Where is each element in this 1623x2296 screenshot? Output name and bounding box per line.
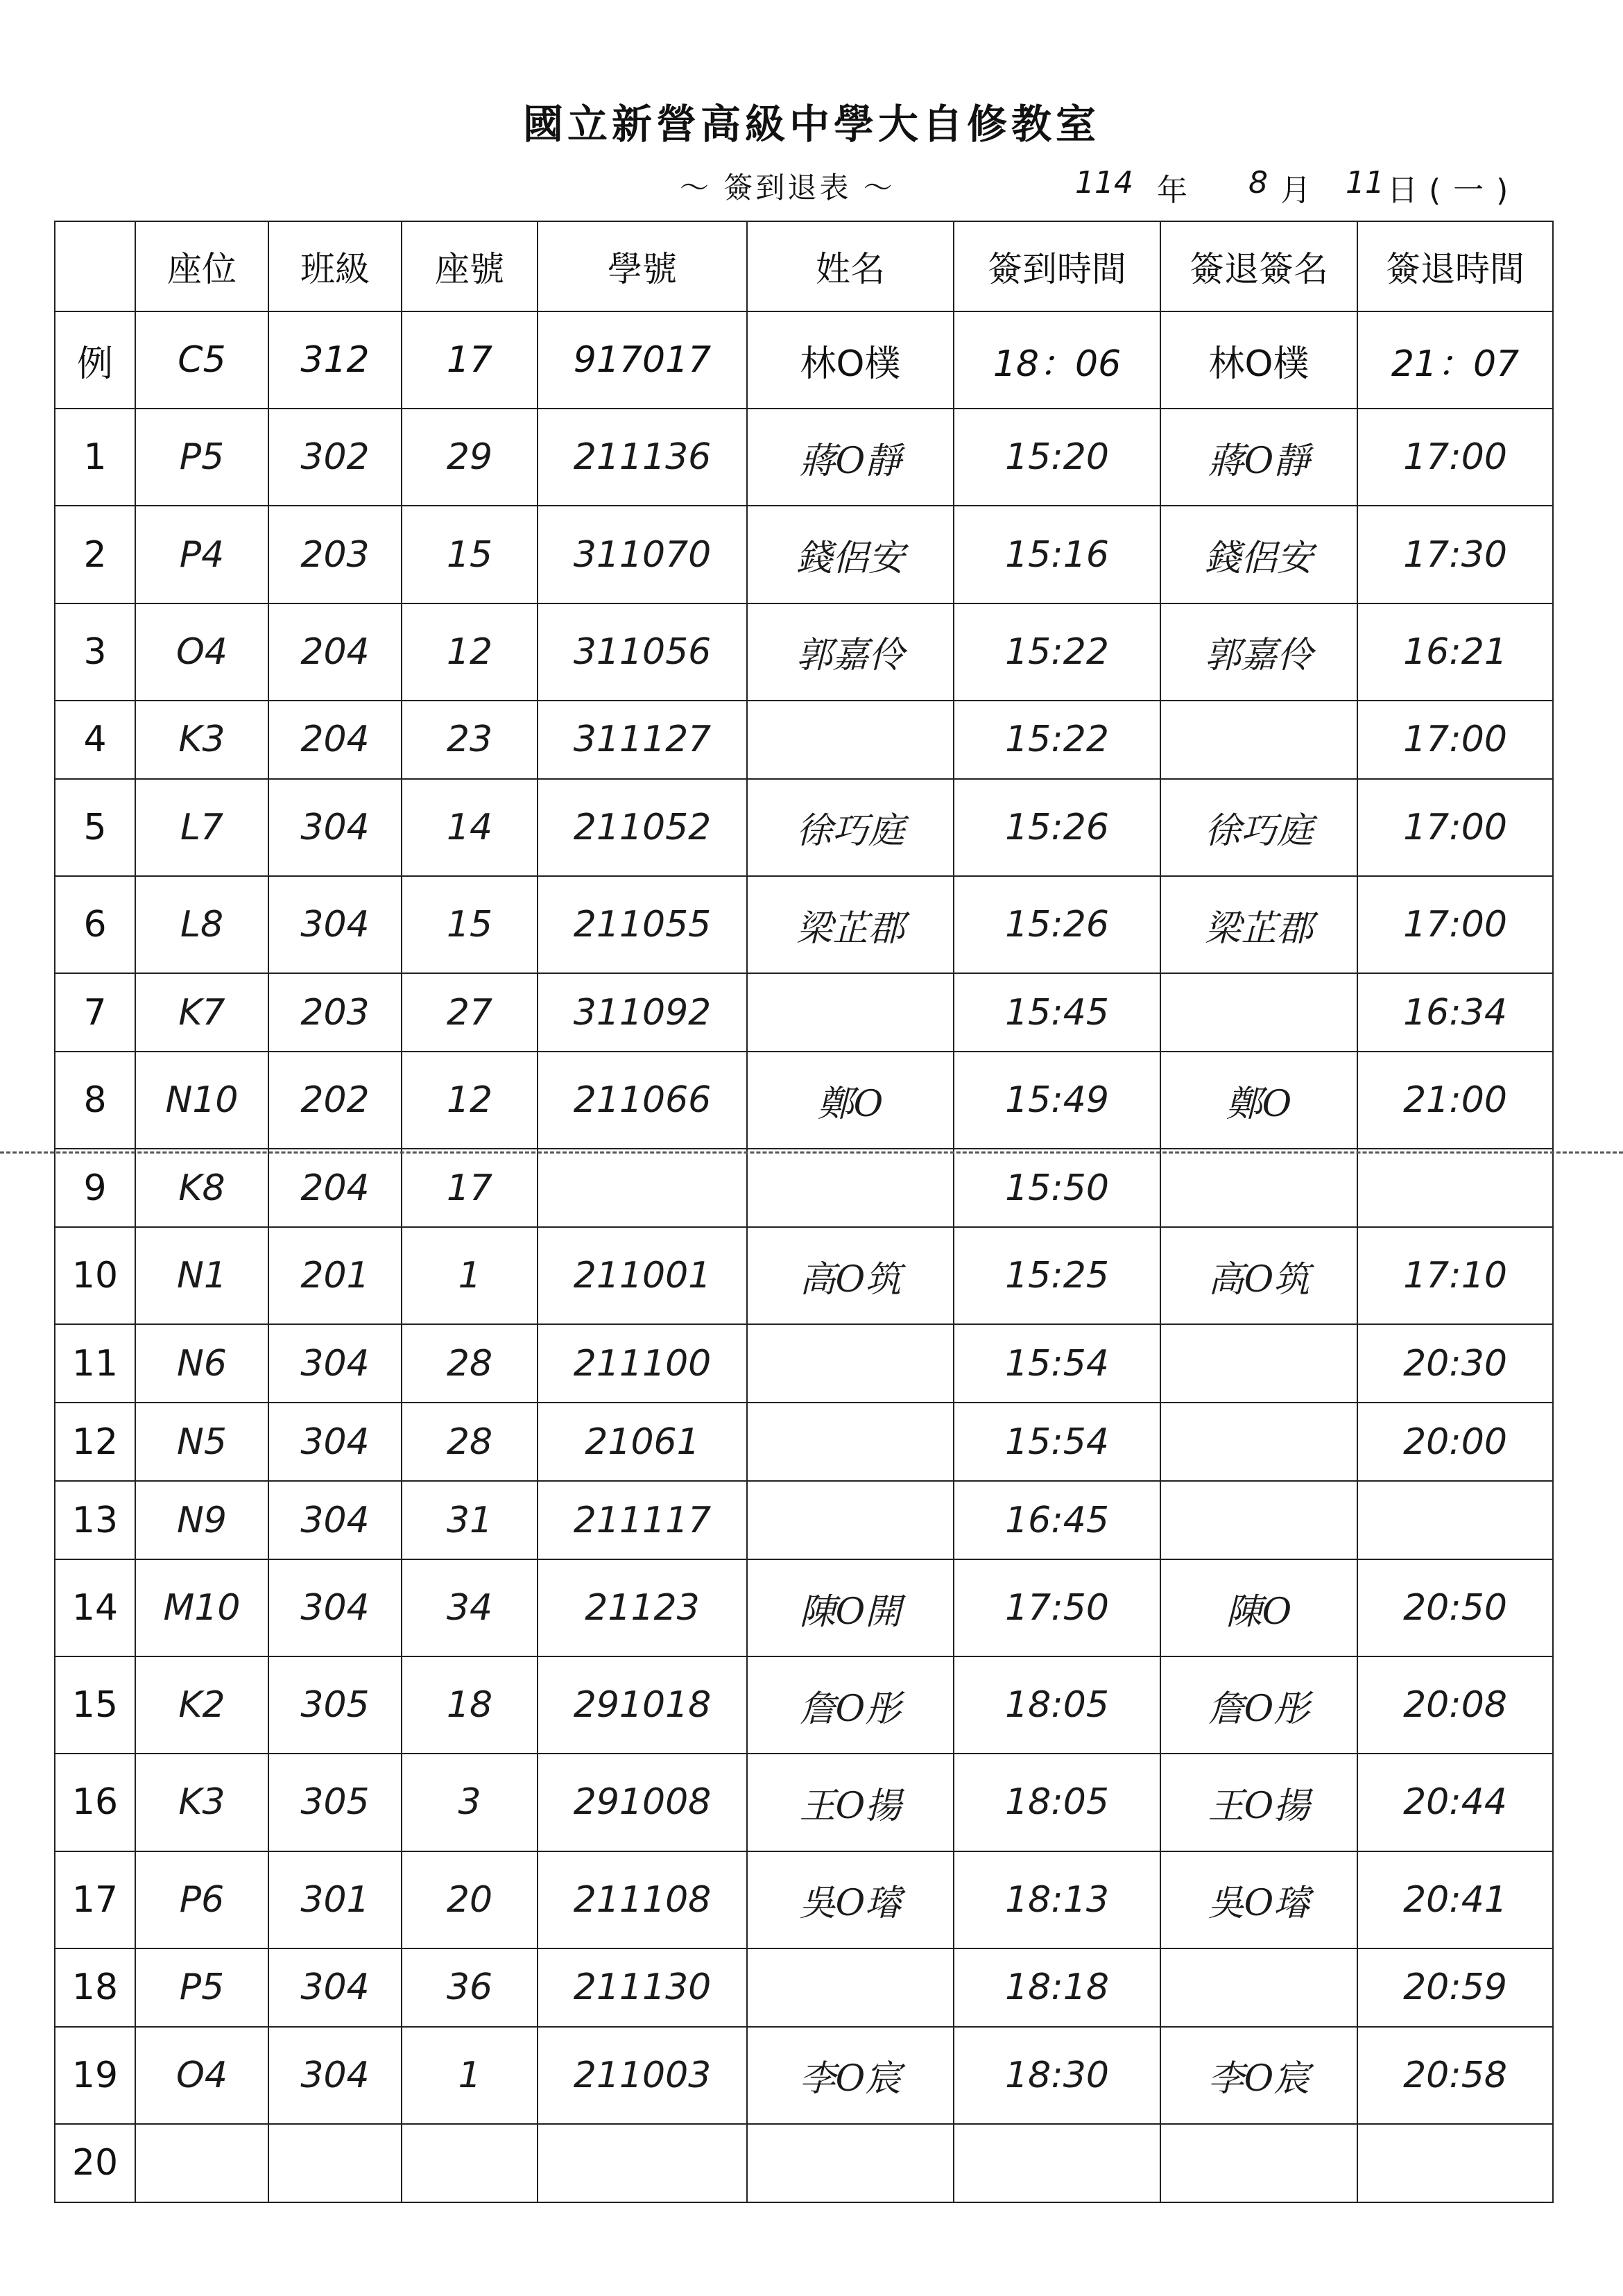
cell-sign-out-time	[1357, 1481, 1553, 1559]
cell-student-id: 917017	[538, 311, 747, 409]
cell-sign-out-signature	[1160, 973, 1357, 1052]
sign-in-table	[54, 221, 1554, 2203]
cell-sign-in-time: 15:26	[954, 876, 1160, 973]
cell-seat-number: 15	[402, 506, 538, 603]
table-row	[55, 506, 1553, 603]
cell-student-id: 211130	[538, 1948, 747, 2027]
cell-sign-out-signature: 李O宸	[1160, 2027, 1357, 2124]
cell-name	[747, 1324, 954, 1403]
cell-sign-out-signature: 郭嘉伶	[1160, 603, 1357, 701]
cell-seat-number: 3	[402, 1754, 538, 1851]
date-day: 11	[1346, 165, 1384, 200]
cell-index: 17	[55, 1851, 135, 1948]
example-row	[55, 311, 1553, 409]
cell-seat-number: 14	[402, 779, 538, 876]
cell-sign-out-signature: 高O筑	[1160, 1227, 1357, 1324]
cell-class: 304	[268, 1481, 402, 1559]
cell-sign-out-time: 17:00	[1357, 876, 1553, 973]
cell-sign-in-time: 18:30	[954, 2027, 1160, 2124]
cell-seat-number: 17	[402, 1149, 538, 1227]
table-row	[55, 2124, 1553, 2202]
cell-class: 312	[268, 311, 402, 409]
cell-sign-in-time: 18:05	[954, 1656, 1160, 1754]
cell-seat-number: 12	[402, 603, 538, 701]
cell-sign-out-signature	[1160, 1948, 1357, 2027]
table-row	[55, 1559, 1553, 1656]
cell-student-id: 211100	[538, 1324, 747, 1403]
cell-class: 301	[268, 1851, 402, 1948]
cell-sign-in-time: 18：06	[954, 311, 1160, 409]
cell-class: 305	[268, 1656, 402, 1754]
cell-student-id: 21123	[538, 1559, 747, 1656]
cell-sign-out-signature: 吳O璿	[1160, 1851, 1357, 1948]
cell-index: 20	[55, 2124, 135, 2202]
cell-sign-out-signature	[1160, 1403, 1357, 1481]
cell-name: 李O宸	[747, 2027, 954, 2124]
cell-class: 203	[268, 506, 402, 603]
cell-name: 吳O璿	[747, 1851, 954, 1948]
table-row	[55, 876, 1553, 973]
cell-sign-out-signature: 徐巧庭	[1160, 779, 1357, 876]
cell-seat-number: 34	[402, 1559, 538, 1656]
cell-sign-out-time: 16:34	[1357, 973, 1553, 1052]
cell-name: 詹O彤	[747, 1656, 954, 1754]
cell-name: 蔣O靜	[747, 409, 954, 506]
cell-sign-out-signature: 王O揚	[1160, 1754, 1357, 1851]
cell-sign-out-signature: 陳O	[1160, 1559, 1357, 1656]
column-header-student-id: 學號	[538, 221, 747, 311]
cell-sign-out-time: 20:41	[1357, 1851, 1553, 1948]
cell-seat: N1	[135, 1227, 268, 1324]
cell-class: 204	[268, 1149, 402, 1227]
cell-sign-out-time: 20:30	[1357, 1324, 1553, 1403]
date-day-label: 日	[1387, 173, 1418, 208]
cell-seat-number: 27	[402, 973, 538, 1052]
cell-sign-out-signature	[1160, 1481, 1357, 1559]
cell-seat-number	[402, 2124, 538, 2202]
cell-index: 11	[55, 1324, 135, 1403]
cell-sign-out-time: 17:10	[1357, 1227, 1553, 1324]
table-row	[55, 779, 1553, 876]
cell-name: 徐巧庭	[747, 779, 954, 876]
cell-index: 1	[55, 409, 135, 506]
cell-seat-number: 15	[402, 876, 538, 973]
table-row	[55, 1149, 1553, 1227]
cell-sign-out-signature: 錢侶安	[1160, 506, 1357, 603]
cell-seat-number: 18	[402, 1656, 538, 1754]
cell-class: 204	[268, 701, 402, 779]
cell-name: 鄭O	[747, 1052, 954, 1149]
fold-line	[0, 1151, 1623, 1154]
cell-seat: N6	[135, 1324, 268, 1403]
cell-student-id: 211003	[538, 2027, 747, 2124]
cell-seat-number: 12	[402, 1052, 538, 1149]
cell-sign-out-time: 21：07	[1357, 311, 1553, 409]
cell-student-id	[538, 2124, 747, 2202]
column-header-sign-in-time: 簽到時間	[954, 221, 1160, 311]
cell-class: 304	[268, 1403, 402, 1481]
cell-student-id	[538, 1149, 747, 1227]
cell-name	[747, 2124, 954, 2202]
cell-student-id: 311070	[538, 506, 747, 603]
cell-student-id: 211136	[538, 409, 747, 506]
cell-sign-in-time: 15:20	[954, 409, 1160, 506]
cell-student-id: 211052	[538, 779, 747, 876]
cell-class: 304	[268, 2027, 402, 2124]
cell-seat-number: 1	[402, 2027, 538, 2124]
cell-seat: O4	[135, 2027, 268, 2124]
cell-seat: P5	[135, 409, 268, 506]
cell-sign-in-time: 15:22	[954, 603, 1160, 701]
column-header-sign-out-signature: 簽退簽名	[1160, 221, 1357, 311]
cell-sign-out-signature	[1160, 1149, 1357, 1227]
cell-seat: P4	[135, 506, 268, 603]
cell-student-id: 291018	[538, 1656, 747, 1754]
date-year: 114	[1075, 165, 1133, 200]
cell-name	[747, 1403, 954, 1481]
cell-sign-out-time: 20:08	[1357, 1656, 1553, 1754]
cell-student-id: 211001	[538, 1227, 747, 1324]
cell-sign-out-time: 17:00	[1357, 701, 1553, 779]
date-weekday: (一)	[1429, 173, 1521, 208]
cell-seat: N10	[135, 1052, 268, 1149]
cell-sign-in-time: 15:25	[954, 1227, 1160, 1324]
table-row	[55, 1754, 1553, 1851]
cell-index: 14	[55, 1559, 135, 1656]
column-header-name: 姓名	[747, 221, 954, 311]
cell-sign-out-time: 17:00	[1357, 779, 1553, 876]
cell-student-id: 211108	[538, 1851, 747, 1948]
cell-sign-in-time: 15:16	[954, 506, 1160, 603]
date-month: 8	[1248, 165, 1268, 200]
cell-sign-in-time: 17:50	[954, 1559, 1160, 1656]
table-row	[55, 973, 1553, 1052]
cell-seat-number: 17	[402, 311, 538, 409]
table-row	[55, 603, 1553, 701]
cell-index: 10	[55, 1227, 135, 1324]
cell-index: 8	[55, 1052, 135, 1149]
cell-seat-number: 36	[402, 1948, 538, 2027]
cell-sign-out-signature	[1160, 1324, 1357, 1403]
table-row	[55, 1851, 1553, 1948]
table-row	[55, 701, 1553, 779]
cell-seat-number: 29	[402, 409, 538, 506]
date-month-label: 月	[1280, 173, 1311, 208]
cell-student-id: 211117	[538, 1481, 747, 1559]
cell-index: 2	[55, 506, 135, 603]
cell-seat: L7	[135, 779, 268, 876]
cell-index: 18	[55, 1948, 135, 2027]
cell-student-id: 291008	[538, 1754, 747, 1851]
cell-seat: K8	[135, 1149, 268, 1227]
cell-sign-in-time: 18:18	[954, 1948, 1160, 2027]
cell-class: 304	[268, 1324, 402, 1403]
cell-seat-number: 20	[402, 1851, 538, 1948]
cell-name	[747, 973, 954, 1052]
cell-sign-out-signature: 鄭O	[1160, 1052, 1357, 1149]
cell-seat: P6	[135, 1851, 268, 1948]
page-subtitle: 〜 簽到退表 〜	[680, 171, 895, 205]
cell-sign-in-time: 15:49	[954, 1052, 1160, 1149]
table-row	[55, 2027, 1553, 2124]
table-row	[55, 1403, 1553, 1481]
cell-class: 304	[268, 876, 402, 973]
table-row	[55, 1481, 1553, 1559]
cell-sign-out-time: 20:44	[1357, 1754, 1553, 1851]
table-body	[55, 311, 1553, 2202]
cell-name: 陳O開	[747, 1559, 954, 1656]
cell-name: 錢侶安	[747, 506, 954, 603]
cell-sign-in-time: 18:05	[954, 1754, 1160, 1851]
cell-index: 9	[55, 1149, 135, 1227]
cell-sign-in-time: 15:26	[954, 779, 1160, 876]
cell-index: 4	[55, 701, 135, 779]
cell-sign-out-time: 20:59	[1357, 1948, 1553, 2027]
cell-class: 203	[268, 973, 402, 1052]
cell-sign-out-time	[1357, 1149, 1553, 1227]
column-header-class: 班級	[268, 221, 402, 311]
cell-seat: K3	[135, 701, 268, 779]
table-row	[55, 1227, 1553, 1324]
cell-seat: C5	[135, 311, 268, 409]
cell-index: 例	[55, 311, 135, 409]
cell-sign-out-time	[1357, 2124, 1553, 2202]
cell-name	[747, 701, 954, 779]
cell-name: 高O筑	[747, 1227, 954, 1324]
cell-sign-in-time: 15:50	[954, 1149, 1160, 1227]
cell-sign-out-signature: 梁芷郡	[1160, 876, 1357, 973]
cell-class: 302	[268, 409, 402, 506]
column-header-seat-number: 座號	[402, 221, 538, 311]
sign-in-sheet	[54, 221, 1552, 2203]
column-header-sign-out-time: 簽退時間	[1357, 221, 1553, 311]
cell-class: 201	[268, 1227, 402, 1324]
table-row	[55, 409, 1553, 506]
column-header-seat: 座位	[135, 221, 268, 311]
cell-sign-out-signature	[1160, 701, 1357, 779]
cell-name: 郭嘉伶	[747, 603, 954, 701]
cell-index: 6	[55, 876, 135, 973]
header-row	[55, 221, 1553, 311]
cell-seat-number: 23	[402, 701, 538, 779]
cell-class: 304	[268, 779, 402, 876]
cell-index: 19	[55, 2027, 135, 2124]
cell-seat: L8	[135, 876, 268, 973]
cell-seat: O4	[135, 603, 268, 701]
cell-seat-number: 31	[402, 1481, 538, 1559]
cell-seat-number: 1	[402, 1227, 538, 1324]
cell-name: 王O揚	[747, 1754, 954, 1851]
cell-seat	[135, 2124, 268, 2202]
cell-name	[747, 1948, 954, 2027]
cell-class: 304	[268, 1559, 402, 1656]
cell-sign-in-time	[954, 2124, 1160, 2202]
table-row	[55, 1948, 1553, 2027]
column-header-index	[55, 221, 135, 311]
cell-name	[747, 1481, 954, 1559]
cell-sign-out-time: 20:50	[1357, 1559, 1553, 1656]
cell-sign-out-time: 17:30	[1357, 506, 1553, 603]
cell-student-id: 211066	[538, 1052, 747, 1149]
cell-seat: K2	[135, 1656, 268, 1754]
date-year-label: 年	[1157, 173, 1187, 208]
cell-sign-out-time: 20:00	[1357, 1403, 1553, 1481]
page-title: 國立新營高級中學大自修教室	[522, 101, 1100, 148]
cell-seat: K7	[135, 973, 268, 1052]
table-row	[55, 1324, 1553, 1403]
cell-sign-in-time: 15:22	[954, 701, 1160, 779]
cell-sign-out-time: 21:00	[1357, 1052, 1553, 1149]
cell-sign-in-time: 16:45	[954, 1481, 1160, 1559]
cell-sign-out-signature: 林O樸	[1160, 311, 1357, 409]
cell-name: 梁芷郡	[747, 876, 954, 973]
cell-class: 304	[268, 1948, 402, 2027]
cell-sign-out-signature: 詹O彤	[1160, 1656, 1357, 1754]
cell-index: 3	[55, 603, 135, 701]
cell-index: 13	[55, 1481, 135, 1559]
cell-sign-in-time: 15:54	[954, 1403, 1160, 1481]
cell-sign-in-time: 15:45	[954, 973, 1160, 1052]
cell-student-id: 211055	[538, 876, 747, 973]
cell-name: 林O樸	[747, 311, 954, 409]
cell-class	[268, 2124, 402, 2202]
cell-seat: N5	[135, 1403, 268, 1481]
cell-sign-out-time: 16:21	[1357, 603, 1553, 701]
cell-index: 16	[55, 1754, 135, 1851]
table-row	[55, 1052, 1553, 1149]
cell-index: 5	[55, 779, 135, 876]
table-row	[55, 1656, 1553, 1754]
cell-sign-in-time: 15:54	[954, 1324, 1160, 1403]
cell-seat: N9	[135, 1481, 268, 1559]
cell-sign-out-time: 20:58	[1357, 2027, 1553, 2124]
cell-student-id: 311127	[538, 701, 747, 779]
cell-seat: K3	[135, 1754, 268, 1851]
cell-sign-out-signature	[1160, 2124, 1357, 2202]
cell-seat-number: 28	[402, 1403, 538, 1481]
cell-class: 202	[268, 1052, 402, 1149]
cell-class: 305	[268, 1754, 402, 1851]
cell-seat: P5	[135, 1948, 268, 2027]
cell-seat-number: 28	[402, 1324, 538, 1403]
cell-student-id: 311056	[538, 603, 747, 701]
cell-sign-out-time: 17:00	[1357, 409, 1553, 506]
cell-student-id: 21061	[538, 1403, 747, 1481]
cell-sign-out-signature: 蔣O靜	[1160, 409, 1357, 506]
cell-index: 7	[55, 973, 135, 1052]
cell-index: 15	[55, 1656, 135, 1754]
cell-class: 204	[268, 603, 402, 701]
cell-name	[747, 1149, 954, 1227]
cell-sign-in-time: 18:13	[954, 1851, 1160, 1948]
cell-student-id: 311092	[538, 973, 747, 1052]
cell-seat: M10	[135, 1559, 268, 1656]
cell-index: 12	[55, 1403, 135, 1481]
